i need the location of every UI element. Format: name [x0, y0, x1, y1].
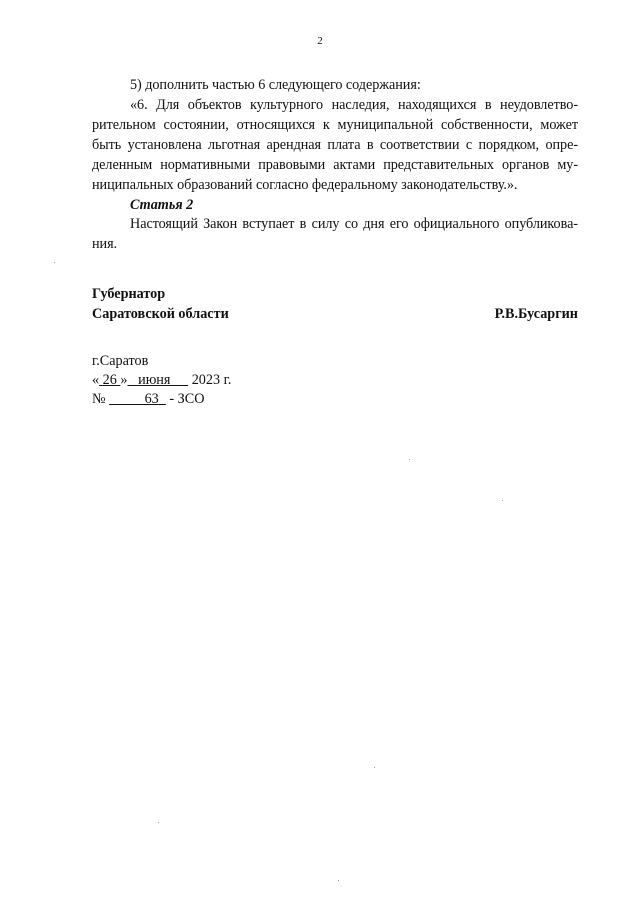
quote-line: ниципальных образований согласно федеральному законодательству.».: [92, 177, 518, 193]
date-month-field: [127, 372, 188, 388]
issue-city: г.Саратов: [92, 353, 149, 369]
scan-speck: [374, 767, 375, 768]
scan-speck: [158, 822, 159, 823]
quote-line: рительном состоянии, относящихся к муниципальной собственности, может: [92, 117, 578, 133]
article-2-line: Настоящий Закон вступает в силу со дня его официального опубликова-: [130, 216, 578, 232]
issue-details: [92, 352, 231, 409]
date-day: 26: [102, 372, 117, 388]
scan-speck: [502, 500, 503, 501]
date-open-quote: «: [92, 372, 100, 388]
date-day-field: [99, 372, 120, 388]
amendment-item: [92, 75, 578, 195]
amendment-intro: 5) дополнить частью 6 следующего содержания:: [130, 77, 421, 93]
number-sign: №: [92, 391, 106, 407]
date-year: 2023 г.: [191, 372, 232, 388]
signature-row: [92, 304, 578, 324]
article-2-body: [92, 214, 578, 254]
number-suffix: - ЗСО: [169, 391, 205, 407]
scan-speck: [338, 880, 339, 881]
number-value: 63: [144, 391, 159, 407]
scan-speck: [409, 459, 410, 460]
page-number: 2: [317, 35, 323, 47]
article-2-line: ния.: [92, 236, 118, 252]
issue-date: [92, 371, 231, 390]
date-month: июня: [138, 372, 171, 388]
quote-line: быть установлена льготная арендная плата в соответствии с порядком, опре-: [92, 137, 578, 153]
number-field: [109, 391, 166, 407]
date-close-quote: »: [120, 372, 128, 388]
signatory-name: Р.В.Бусаргин: [494, 306, 578, 322]
article-2-heading: Статья 2: [130, 197, 194, 213]
issue-number: [92, 390, 231, 409]
signatory-title-line1: Губернатор: [92, 286, 166, 302]
signature-block: [92, 284, 578, 324]
quote-line: «6. Для объектов культурного наследия, находящихся в неудовлетво-: [130, 97, 578, 113]
signatory-title-line2: Саратовской области: [92, 306, 229, 322]
scan-speck: [54, 262, 55, 263]
quote-line: деленным нормативными правовыми актами представительных органов му-: [92, 157, 578, 173]
